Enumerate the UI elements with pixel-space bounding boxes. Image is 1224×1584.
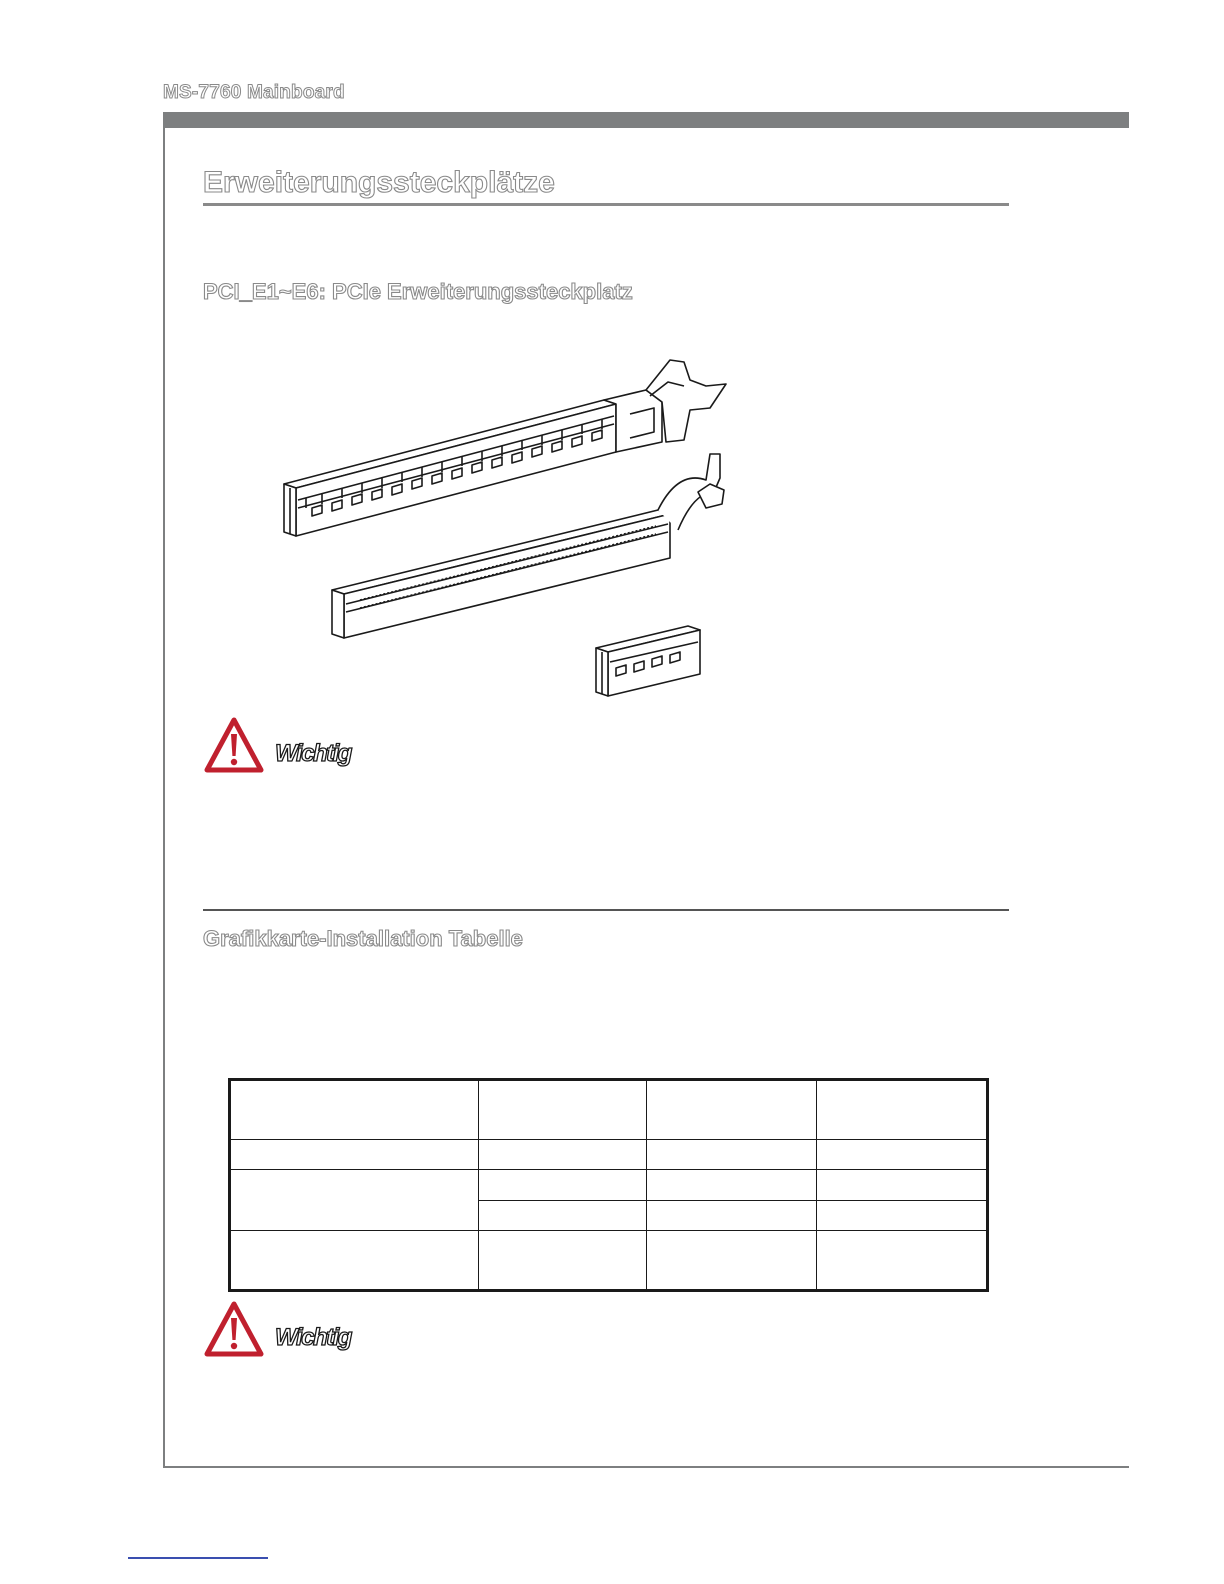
table-cell	[230, 1080, 479, 1140]
table-cell	[647, 1200, 817, 1230]
important-notice	[203, 1300, 403, 1360]
slot-title: PCI_E1~E6: PCIe Erweiterungssteckplatz	[203, 279, 633, 304]
section-title-underline	[203, 203, 1009, 206]
table-cell	[479, 1200, 647, 1230]
bottom-rule	[163, 1466, 1129, 1468]
table-cell	[817, 1230, 988, 1290]
table-header-row	[230, 1080, 988, 1140]
left-margin-rule	[163, 112, 165, 1468]
pcie-slots-illustration	[270, 352, 740, 704]
table-cell	[479, 1080, 647, 1140]
table-cell	[647, 1230, 817, 1290]
important-notice	[203, 716, 403, 776]
table-cell	[479, 1140, 647, 1170]
table-cell	[230, 1140, 479, 1170]
table-cell	[817, 1080, 988, 1140]
table-cell	[817, 1170, 988, 1200]
table-cell	[647, 1080, 817, 1140]
table-row	[230, 1230, 988, 1290]
table-cell	[647, 1170, 817, 1200]
important-label: Wichtig	[275, 1324, 351, 1351]
section-divider	[203, 909, 1009, 911]
table-cell	[817, 1140, 988, 1170]
graphics-installation-table	[228, 1078, 986, 1292]
table-cell	[647, 1140, 817, 1170]
warning-triangle-icon	[203, 1300, 265, 1360]
warning-triangle-icon	[203, 716, 265, 776]
pcie-x1-slot	[596, 626, 700, 696]
section-title: Erweiterungssteckplätze	[203, 166, 555, 199]
header-bar	[163, 112, 1129, 128]
table-title: Grafikkarte-Installation Tabelle	[203, 926, 523, 951]
table-cell	[479, 1170, 647, 1200]
table-cell	[230, 1170, 479, 1230]
footer-link-underline[interactable]	[128, 1557, 268, 1559]
table-cell	[230, 1230, 479, 1290]
important-label: Wichtig	[275, 740, 351, 767]
table-row	[230, 1140, 988, 1170]
running-header: MS-7760 Mainboard	[163, 82, 345, 103]
table-cell	[479, 1230, 647, 1290]
table-row	[230, 1170, 988, 1200]
table-cell	[817, 1200, 988, 1230]
